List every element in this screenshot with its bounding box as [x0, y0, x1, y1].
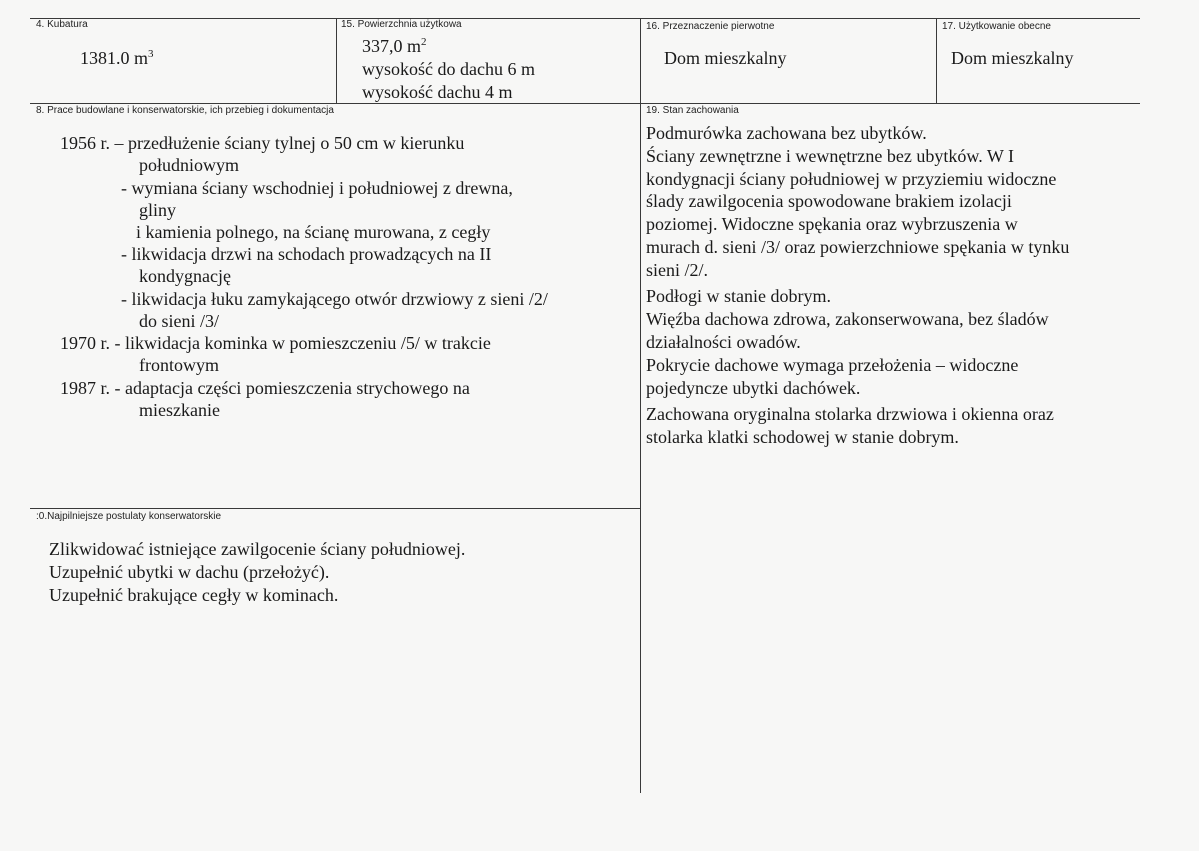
- prace-line: gliny: [139, 200, 177, 220]
- stan-label: 19. Stan zachowania: [646, 105, 739, 116]
- prace-line: 1987 r. - adaptacja części pomieszczenia strychowego na: [60, 378, 470, 398]
- stan-line: stolarka klatki schodowej w stanie dobrym.: [646, 427, 959, 447]
- prace-line: do sieni /3/: [139, 311, 219, 331]
- stan-line: kondygnacji ściany południowej w przyziemiu widoczne: [646, 169, 1057, 189]
- przeznaczenie-value: Dom mieszkalny: [664, 48, 787, 68]
- prace-line: kondygnację: [139, 266, 231, 286]
- prace-label: 8. Prace budowlane i konserwatorskie, ich przebieg i dokumentacja: [36, 105, 334, 116]
- prace-line: - likwidacja łuku zamykającego otwór drzwiowy z sieni /2/: [121, 289, 548, 309]
- powierzchnia-label: 15. Powierzchnia użytkowa: [341, 19, 462, 30]
- powierzchnia-value: 337,0 $m^2$: [362, 36, 427, 56]
- stan-line: murach d. sieni /3/ oraz powierzchniowe spękania w tynku: [646, 237, 1070, 257]
- prace-line: frontowym: [139, 355, 219, 375]
- stan-line: sieni /2/.: [646, 260, 708, 280]
- stan-line: Ściany zewnętrzne i wewnętrzne bez ubytków. W I: [646, 146, 1015, 166]
- prace-line: - likwidacja drzwi na schodach prowadzących na II: [121, 244, 492, 264]
- stan-line: Pokrycie dachowe wymaga przełożenia – widoczne: [646, 355, 1019, 375]
- przeznaczenie-label: 16. Przeznaczenie pierwotne: [646, 21, 775, 32]
- stan-line: poziomej. Widoczne spękania oraz wybrzuszenia w: [646, 214, 1018, 234]
- postulaty-line: Uzupełnić brakujące cegły w kominach.: [49, 585, 339, 605]
- header-row-divider: [30, 103, 1140, 104]
- prace-line: południowym: [139, 155, 240, 175]
- stan-line: Zachowana oryginalna stolarka drzwiowa i okienna oraz: [646, 404, 1054, 424]
- prace-line: 1970 r. - likwidacja kominka w pomieszczeniu /5/ w trakcie: [60, 333, 491, 353]
- kubatura-value: 1381.0 $m^3$: [80, 48, 154, 68]
- stan-line: ślady zawilgocenia spowodowane brakiem izolacji: [646, 191, 1012, 211]
- postulaty-line: Zlikwidować istniejące zawilgocenie ściany południowej.: [49, 539, 466, 559]
- uzytkowanie-value: Dom mieszkalny: [951, 48, 1074, 68]
- divider-middle: [640, 18, 641, 793]
- prace-line: 1956 r. – przedłużenie ściany tylnej o 50 cm w kierunku: [60, 133, 465, 153]
- divider-uzytkowanie: [936, 18, 937, 103]
- prace-line: mieszkanie: [139, 400, 220, 420]
- stan-line: pojedyncze ubytki dachówek.: [646, 378, 861, 398]
- top-border: [30, 18, 1140, 19]
- divider-kubatura: [336, 18, 337, 103]
- stan-line: Więźba dachowa zdrowa, zakonserwowana, bez śladów: [646, 309, 1049, 329]
- kubatura-label: 4. Kubatura: [36, 19, 88, 30]
- postulaty-label: :0.Najpilniejsze postulaty konserwatorskie: [36, 511, 222, 522]
- stan-line: Podmurówka zachowana bez ubytków.: [646, 123, 927, 143]
- stan-line: Podłogi w stanie dobrym.: [646, 286, 831, 306]
- postulaty-divider: [30, 508, 640, 509]
- prace-line: - wymiana ściany wschodniej i południowej z drewna,: [121, 178, 513, 198]
- postulaty-line: Uzupełnić ubytki w dachu (przełożyć).: [49, 562, 330, 582]
- wysokosc-dachu: wysokość dachu 4 m: [362, 82, 513, 102]
- prace-line: i kamienia polnego, na ścianę murowana, z cegły: [136, 222, 491, 242]
- uzytkowanie-label: 17. Użytkowanie obecne: [942, 21, 1051, 32]
- wysokosc-do-dachu: wysokość do dachu 6 m: [362, 59, 535, 79]
- stan-line: działalności owadów.: [646, 332, 801, 352]
